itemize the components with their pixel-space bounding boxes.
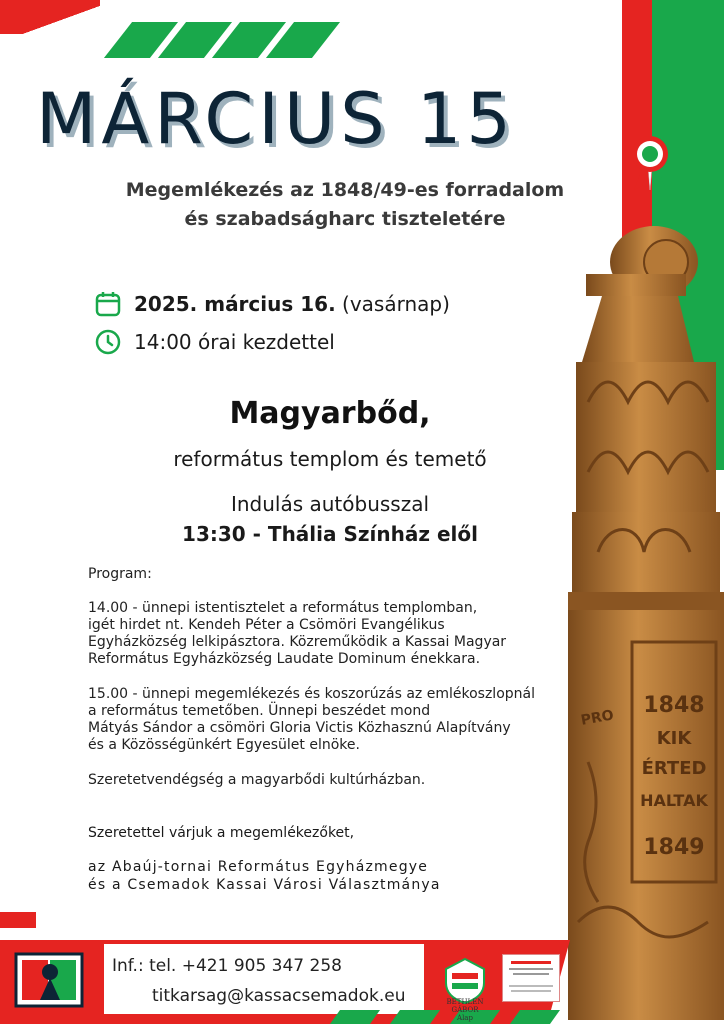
pole-text-erted: ÉRTED — [641, 758, 707, 779]
program-line: Református Egyházközség Laudate Dominum énekkara. — [88, 651, 481, 667]
program-line: a református temetőben. Ünnepi beszédet mond — [88, 703, 431, 719]
bethlen-sub: Alap — [457, 1014, 473, 1022]
contact-phone: Inf.: tel. +421 905 347 258 — [112, 956, 342, 976]
organizer-line: és a Csemadok Kassai Városi Választmánya — [88, 877, 441, 893]
event-date — [94, 290, 450, 318]
venue-title: Magyarbőd, — [229, 396, 431, 431]
bethlen-name: BETHLEN GÁBOR — [446, 998, 484, 1014]
contact-email[interactable]: titkarsag@kassacsemadok.eu — [152, 986, 406, 1006]
organizers — [88, 858, 558, 894]
venue-subtitle: református templom és temető — [173, 447, 487, 471]
program-line: Egyházközség lelkipásztora. Közreműködik a Kassai Magyar — [88, 634, 507, 650]
subtitle-line: Megemlékezés az 1848/49-es forradalom — [125, 179, 565, 201]
clock-icon — [94, 328, 122, 356]
organizer-line: az Abaúj-tornai Református Egyházmegye — [88, 859, 429, 875]
page-title: MÁRCIUS 15 — [36, 78, 516, 160]
pole-text-haltak: HALTAK — [640, 791, 708, 810]
cockade-icon — [628, 134, 672, 192]
bethlen-gabor-caption — [432, 998, 498, 1022]
program-heading: Program: — [88, 566, 152, 582]
csemadok-logo — [14, 950, 84, 1010]
closing-text: Szeretettel várjuk a megemlékezőket, — [88, 825, 355, 841]
pole-text-1849: 1849 — [643, 835, 705, 860]
program-item-3: Szeretetvendégség a magyarbődi kultúrházban. — [88, 772, 426, 788]
ministry-logo — [502, 954, 560, 1002]
program-line: igét hirdet nt. Kendeh Péter a Csömöri Evangélikus — [88, 617, 445, 633]
subtitle-line: és szabadságharc tiszteletére — [184, 208, 506, 230]
pole-text-1848: 1848 — [643, 693, 705, 718]
decor-red-band — [0, 0, 100, 34]
program-item-1 — [88, 600, 568, 668]
event-time — [94, 328, 335, 356]
time-value: 14:00 órai kezdettel — [134, 330, 335, 354]
program-line: 15.00 - ünnepi megemlékezés és koszorúzás az emlékoszlopnál — [88, 686, 535, 702]
calendar-icon — [94, 290, 122, 318]
program-item-2 — [88, 686, 568, 754]
pole-text-pro: PRO — [579, 707, 615, 729]
date-day: (vasárnap) — [342, 292, 450, 316]
bus-departure: Indulás autóbusszal — [230, 492, 430, 516]
program-line: 14.00 - ünnepi istentisztelet a református templomban, — [88, 600, 478, 616]
subtitle — [80, 176, 610, 234]
program-line: és a Közösségünkért Egyesület elnöke. — [88, 737, 360, 753]
program-line: Mátyás Sándor a csömöri Gloria Victis Közhasznú Alapítvány — [88, 720, 511, 736]
decor-red-strip — [0, 912, 36, 928]
carved-memorial-pole — [568, 222, 724, 1024]
bus-time-place: 13:30 - Thália Színház elől — [182, 522, 478, 546]
date-value: 2025. március 16. — [134, 292, 336, 316]
pole-text-kik: KIK — [656, 728, 692, 749]
